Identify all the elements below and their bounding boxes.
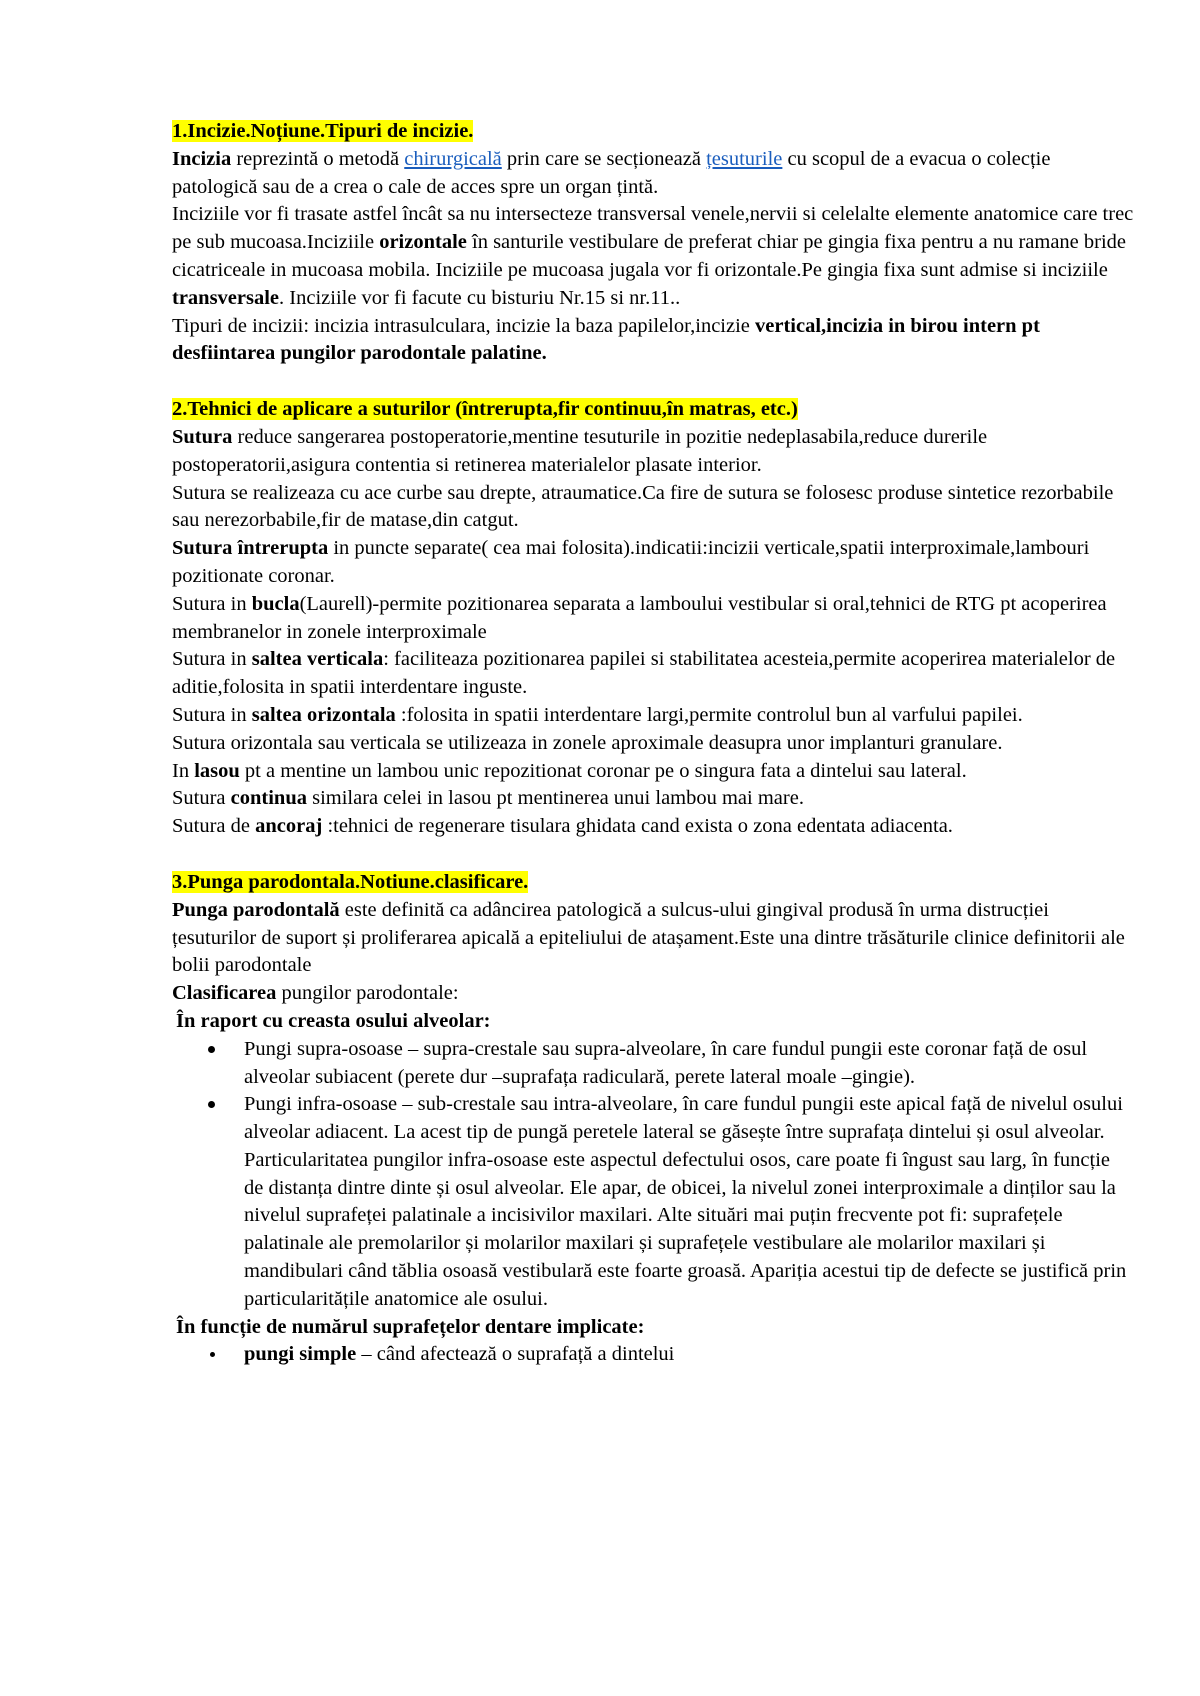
s3-subheading-1: În raport cu creasta osului alveolar: (176, 1009, 491, 1032)
list-item: pungi simple – când afectează o suprafață a dintelui (244, 1341, 1134, 1369)
s2-paragraph-6: Sutura in saltea orizontala :folosita in spatii interdentare largi,permite controlul bun al varfului papilei. (172, 703, 1023, 726)
list-item: Pungi supra-osoase – supra-crestale sau supra-alveolare, în care fundul pungii este coronar față de osul alveolar subiacent (perete dur –suprafața radiculară, perete lateral moale –gingie). (244, 1036, 1134, 1092)
section-1-heading: 1.Incizie.Noțiune.Tipuri de incizie. (172, 120, 474, 142)
s2-paragraph-5: Sutura in saltea verticala: faciliteaza pozitionarea papilei si stabilitatea acesteia,permite acoperirea materialelor de aditie,folosita in spatii interdentare inguste. (172, 648, 1116, 699)
document-page (172, 118, 1134, 1369)
s3-paragraph-2: Clasificarea pungilor parodontale: (172, 982, 459, 1005)
s3-subheading-2: În funcție de numărul suprafețelor dentare implicate: (176, 1315, 645, 1338)
s2-paragraph-4: Sutura in bucla(Laurell)-permite pozitionarea separata a lamboului vestibular si oral,tehnici de RTG pt acoperirea membranelor in zonele interproximale (172, 592, 1107, 643)
section-gap (172, 368, 1134, 396)
bullet-list-1 (172, 1036, 1134, 1314)
list-item: Pungi infra-osoase – sub-crestale sau intra-alveolare, în care fundul pungii este apical față de nivelul osului alveolar adiacent. La acest tip de pungă peretele lateral se găsește între suprafața dintelui și osul alveolar. Particularitatea pungilor infra-osoase este aspectul defectului osos, care poate fi îngust sau larg, în funcție de distanța dintre dinte și osul alveolar. Ele apar, de obicei, la nivelul zonei interproximale a dinților sau la nivelul suprafeței palatinale a incisivilor maxilari. Alte situări mai puțin frecvente pot fi: suprafețele palatinale ale premolarilor și molarilor maxilari și suprafețele vestibulare ale molarilor maxilari și mandibulari când tăblia osoasă vestibulară este foarte groasă. Apariția acestui tip de defecte se justifică prin particularitățile anatomice ale osului. (244, 1091, 1134, 1313)
term-incizia: Incizia (172, 147, 232, 170)
s2-paragraph-7: Sutura orizontala sau verticala se utilizeaza in zonele aproximale deasupra unor implanturi granulare. (172, 731, 1003, 754)
link-tesuturile[interactable]: țesuturile (706, 147, 783, 170)
section-1-heading-line (172, 118, 1134, 146)
bullet-icon (208, 1101, 215, 1108)
bullet-icon (210, 1352, 215, 1357)
bullet-list-2 (172, 1341, 1134, 1369)
s2-paragraph-1: Sutura reduce sangerarea postoperatorie,mentine tesuturile in pozitie nedeplasabila,reduce durerile postoperatorii,asigura contentia si retinerea materialelor plasate interior. (172, 425, 988, 476)
section-3-heading-line (172, 869, 1134, 897)
section-2-heading: 2.Tehnici de aplicare a suturilor (întrerupta,fir continuu,în matras, etc.) (172, 398, 798, 421)
s2-paragraph-10: Sutura de ancoraj :tehnici de regenerare tisulara ghidata cand exista o zona edentata adiacenta. (172, 815, 953, 838)
section-3-heading: 3.Punga parodontala.Notiune.clasificare. (172, 870, 529, 893)
link-chirurgicala[interactable]: chirurgicală (404, 147, 502, 170)
s2-paragraph-2: Sutura se realizeaza cu ace curbe sau drepte, atraumatice.Ca fire de sutura se folosesc produse sintetice rezorbabile sau nerezorbabile,fir de matase,din catgut. (172, 481, 1114, 532)
s2-paragraph-3: Sutura întrerupta in puncte separate( cea mai folosita).indicatii:incizii verticale,spatii interproximale,lambouri pozitionate coronar. (172, 537, 1090, 587)
s2-paragraph-8: In lasou pt a mentine un lambou unic repozitionat coronar pe o singura fata a dintelui sau lateral. (172, 759, 967, 782)
s3-paragraph-1: Punga parodontală este definită ca adâncirea patologică a sulcus-ului gingival produsă în urma distrucției țesuturilor de suport și proliferarea apicală a epiteliului de atașament.Este una dintre trăsăturile clinice definitorii ale bolii parodontale (172, 898, 1125, 977)
s1-paragraph-3: Tipuri de incizii: incizia intrasulculara, incizie la baza papilelor,incizie vertical,incizia in birou intern pt desfiintarea pungilor parodontale palatine. (172, 314, 1040, 365)
s2-paragraph-9: Sutura continua similara celei in lasou pt mentinerea unui lambou mai mare. (172, 787, 804, 810)
s1-paragraph-1: Incizia reprezintă o metodă chirurgicală prin care se secționează țesuturile cu scopul de a evacua o colecție patologică sau de a crea o cale de acces spre un organ țintă. (172, 147, 1051, 198)
section-gap (172, 841, 1134, 869)
section-2-heading-line (172, 396, 1134, 424)
bullet-icon (208, 1046, 215, 1053)
s1-paragraph-2: Inciziile vor fi trasate astfel încât sa nu intersecteze transversal venele,nervii si celelalte elemente anatomice care trec pe sub mucoasa.Inciziile orizontale în santurile vestibulare de preferat chiar pe gingia fixa pentru a nu ramane bride cicatriceale in mucoasa mobila. Inciziile pe mucoasa jugala vor fi orizontale.Pe gingia fixa sunt admise si inciziile transversale. Inciziile vor fi facute cu bisturiu Nr.15 si nr.11.. (172, 203, 1134, 309)
